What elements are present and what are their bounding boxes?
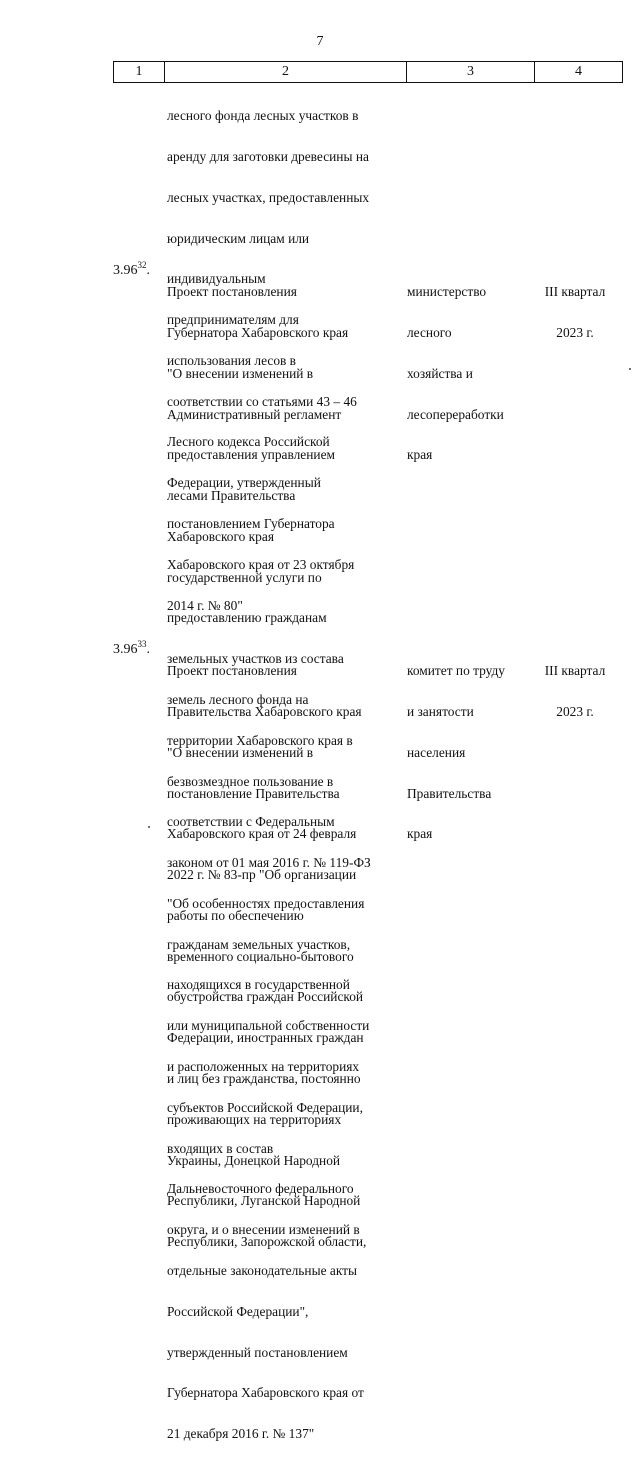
scan-speck: [629, 368, 631, 370]
column-header-1: 1: [114, 62, 165, 83]
text-line: III квартал: [544, 663, 606, 679]
entry-title: [167, 637, 366, 1276]
text-line: 2014 г. № 80": [167, 597, 243, 613]
text-line: и лиц без гражданства, постоянно: [167, 1071, 361, 1086]
text-line: "О внесении изменений в: [167, 365, 314, 381]
text-line: Украины, Донецкой Народной: [167, 1152, 341, 1168]
text-line: Проект постановления: [167, 663, 297, 679]
text-line: территории Хабаровского края в: [167, 732, 353, 748]
text-line: комитет по труду: [407, 663, 506, 679]
column-header-2: 2: [165, 62, 407, 83]
text-line: постановлением Губернатора: [167, 516, 335, 531]
text-line: или муниципальной собственности: [167, 1018, 370, 1034]
text-line: предоставлению гражданам: [167, 610, 327, 626]
text-line: 2022 г. № 83-пр "Об организации: [167, 867, 357, 883]
text-line: гражданам земельных участков,: [167, 936, 351, 952]
text-line: Федерации, иностранных граждан: [167, 1030, 364, 1046]
scan-speck: [148, 826, 150, 828]
text-line: соответствии со статьями 43 – 46: [167, 393, 357, 409]
text-line: земель лесного фонда на: [167, 692, 309, 707]
entry-number-main: 3.96: [113, 263, 138, 278]
entry-number-superscript: 33: [137, 639, 147, 649]
entry-responsible: [407, 637, 505, 868]
text-line: обустройства граждан Российской: [167, 989, 364, 1005]
text-line: и занятости: [407, 703, 474, 719]
entry-period: [533, 637, 617, 746]
text-line: Проект постановления: [167, 284, 297, 300]
text-line: лесами Правительства: [167, 488, 296, 504]
entry-number-main: 3.96: [113, 642, 138, 657]
text-line: временного социально-бытового: [167, 948, 354, 964]
text-line: государственной услуги по: [167, 569, 322, 585]
text-line: Дальневосточного федерального: [167, 1181, 354, 1197]
text-line: отдельные законодательные акты: [167, 1262, 357, 1278]
text-line: проживающих на территориях: [167, 1111, 342, 1127]
text-line: юридическим лицам или: [167, 230, 310, 246]
text-line: Правительства: [407, 785, 492, 801]
text-line: Хабаровского края от 23 октября: [167, 556, 355, 572]
text-line: "Об особенностях предоставления: [167, 895, 365, 911]
column-header-table: [113, 61, 623, 83]
text-line: лесных участках, предоставленных: [167, 189, 370, 205]
text-line: края: [407, 826, 433, 842]
text-line: 2023 г.: [556, 324, 594, 340]
text-line: законом от 01 мая 2016 г. № 119-ФЗ: [167, 855, 371, 871]
text-line: 2023 г.: [556, 703, 594, 719]
text-line: Правительства Хабаровского края: [167, 703, 362, 719]
entry-number: 3.96$^{32}$.: [113, 260, 150, 278]
entry-period: [533, 258, 617, 367]
text-line: входящих в состав: [167, 1140, 274, 1156]
text-line: Российской Федерации",: [167, 1303, 309, 1319]
entry-number-superscript: 32: [137, 260, 147, 270]
text-line: Губернатора Хабаровского края: [167, 324, 349, 340]
text-line: соответствии с Федеральным: [167, 814, 335, 830]
entry-number: 3.96$^{33}$.: [113, 639, 150, 657]
text-line: Губернатора Хабаровского края от: [167, 1385, 364, 1401]
text-line: лесного фонда лесных участков в: [167, 108, 359, 124]
text-line: Хабаровского края от 24 февраля: [167, 826, 357, 842]
text-line: Федерации, утвержденный: [167, 475, 321, 491]
text-line: округа, и о внесении изменений в: [167, 1222, 360, 1238]
text-line: III квартал: [544, 284, 606, 300]
text-line: использования лесов в: [167, 352, 297, 368]
text-line: утвержденный постановлением: [167, 1344, 348, 1360]
text-line: населения: [407, 744, 466, 760]
text-line: лесного: [407, 324, 452, 340]
column-header-4: 4: [535, 62, 623, 83]
text-line: безвозмездное пользование в: [167, 773, 334, 789]
text-line: работы по обеспечению: [167, 907, 304, 923]
text-line: субъектов Российской Федерации,: [167, 1099, 363, 1115]
text-line: Лесного кодекса Российской: [167, 434, 330, 450]
text-line: хозяйства и: [407, 365, 473, 381]
entry-responsible: [407, 258, 504, 489]
column-header-row: [114, 62, 623, 83]
text-line: находящихся в государственной: [167, 977, 350, 993]
text-line: и расположенных на территориях: [167, 1059, 360, 1075]
text-line: "О внесении изменений в: [167, 744, 314, 760]
text-line: предпринимателям для: [167, 312, 299, 328]
text-line: аренду для заготовки древесины на: [167, 148, 369, 164]
text-line: Административный регламент: [167, 406, 342, 422]
text-line: 21 декабря 2016 г. № 137": [167, 1426, 315, 1442]
text-line: края: [407, 447, 433, 463]
text-line: Хабаровского края: [167, 528, 274, 544]
column-header-3: 3: [407, 62, 535, 83]
text-line: лесопереработки: [407, 406, 504, 422]
text-line: министерство: [407, 284, 487, 300]
text-line: земельных участков из состава: [167, 651, 344, 667]
text-line: Республики, Запорожской области,: [167, 1234, 367, 1250]
text-line: постановление Правительства: [167, 785, 340, 801]
text-line: индивидуальным: [167, 271, 266, 287]
text-line: предоставления управлением: [167, 447, 336, 463]
page-number: 7: [316, 34, 324, 49]
text-line: Республики, Луганской Народной: [167, 1193, 361, 1209]
